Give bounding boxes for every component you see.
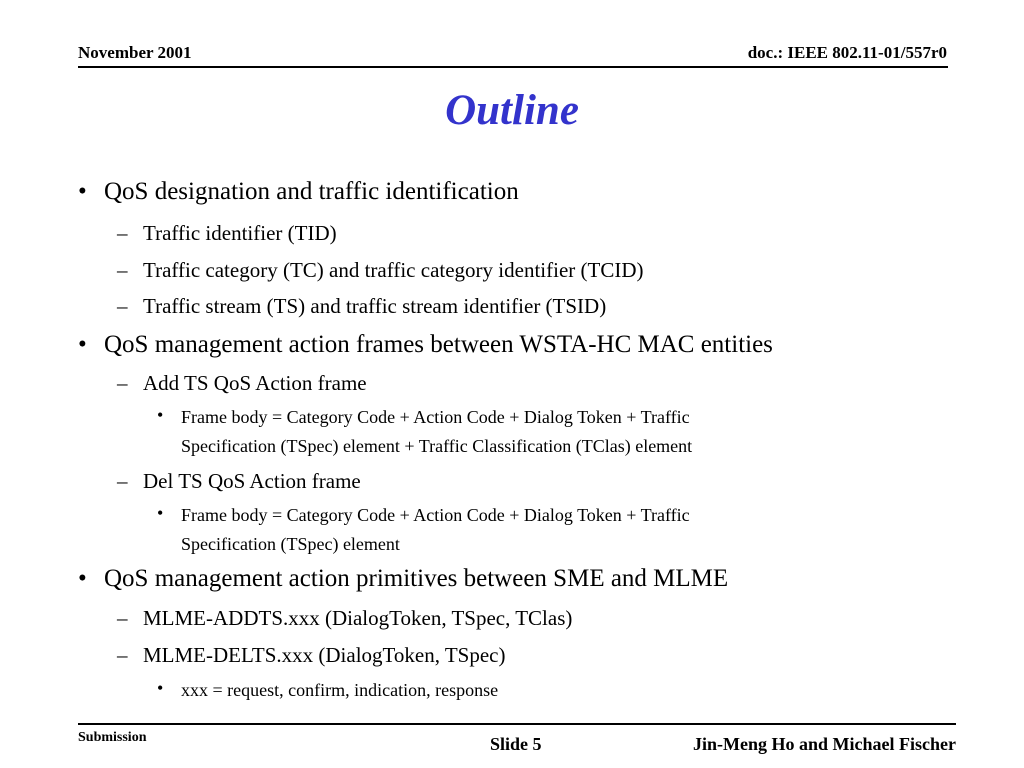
- footer-slide-number: Slide 5: [490, 734, 542, 754]
- detail-add-ts-line-2: Specification (TSpec) element + Traffic Classification (TClas) element: [181, 436, 693, 456]
- sub-bullet-tcid: Traffic category (TC) and traffic category identifier (TCID): [143, 258, 644, 282]
- footer-authors: Jin-Meng Ho and Michael Fischer: [693, 734, 956, 754]
- header-date: November 2001: [78, 43, 192, 62]
- dash-marker: –: [117, 643, 128, 667]
- footer-submission: Submission: [78, 730, 147, 745]
- detail-del-ts-line-1: Frame body = Category Code + Action Code + Dialog Token + Traffic: [181, 505, 690, 525]
- dot-marker: •: [157, 678, 164, 698]
- sub-bullet-addts: MLME-ADDTS.xxx (DialogToken, TSpec, TClas): [143, 606, 573, 630]
- bullet-qos-designation: QoS designation and traffic identification: [104, 178, 519, 205]
- bullet-qos-action-frames: QoS management action frames between WSTA-HC MAC entities: [104, 331, 773, 358]
- dash-marker: –: [117, 606, 128, 630]
- detail-del-ts-line-2: Specification (TSpec) element: [181, 534, 400, 554]
- sub-bullet-add-ts: Add TS QoS Action frame: [143, 371, 367, 395]
- footer-rule: [78, 723, 956, 725]
- dot-marker: •: [157, 405, 164, 425]
- dash-marker: –: [117, 469, 128, 493]
- sub-bullet-tsid: Traffic stream (TS) and traffic stream identifier (TSID): [143, 294, 607, 318]
- dash-marker: –: [117, 371, 128, 395]
- detail-add-ts-line-1: Frame body = Category Code + Action Code + Dialog Token + Traffic: [181, 407, 690, 427]
- bullet-marker: •: [78, 178, 87, 205]
- sub-bullet-del-ts: Del TS QoS Action frame: [143, 469, 361, 493]
- dot-marker: •: [157, 503, 164, 523]
- bullet-marker: •: [78, 565, 87, 592]
- dash-marker: –: [117, 221, 128, 245]
- header-doc-id: doc.: IEEE 802.11-01/557r0: [747, 43, 947, 62]
- dash-marker: –: [117, 294, 128, 318]
- bullet-marker: •: [78, 331, 87, 358]
- slide-title: Outline: [445, 87, 579, 134]
- detail-xxx-values: xxx = request, confirm, indication, response: [181, 680, 499, 700]
- dash-marker: –: [117, 258, 128, 282]
- bullet-qos-primitives: QoS management action primitives between SME and MLME: [104, 565, 729, 592]
- sub-bullet-delts: MLME-DELTS.xxx (DialogToken, TSpec): [143, 643, 506, 667]
- sub-bullet-tid: Traffic identifier (TID): [143, 221, 337, 245]
